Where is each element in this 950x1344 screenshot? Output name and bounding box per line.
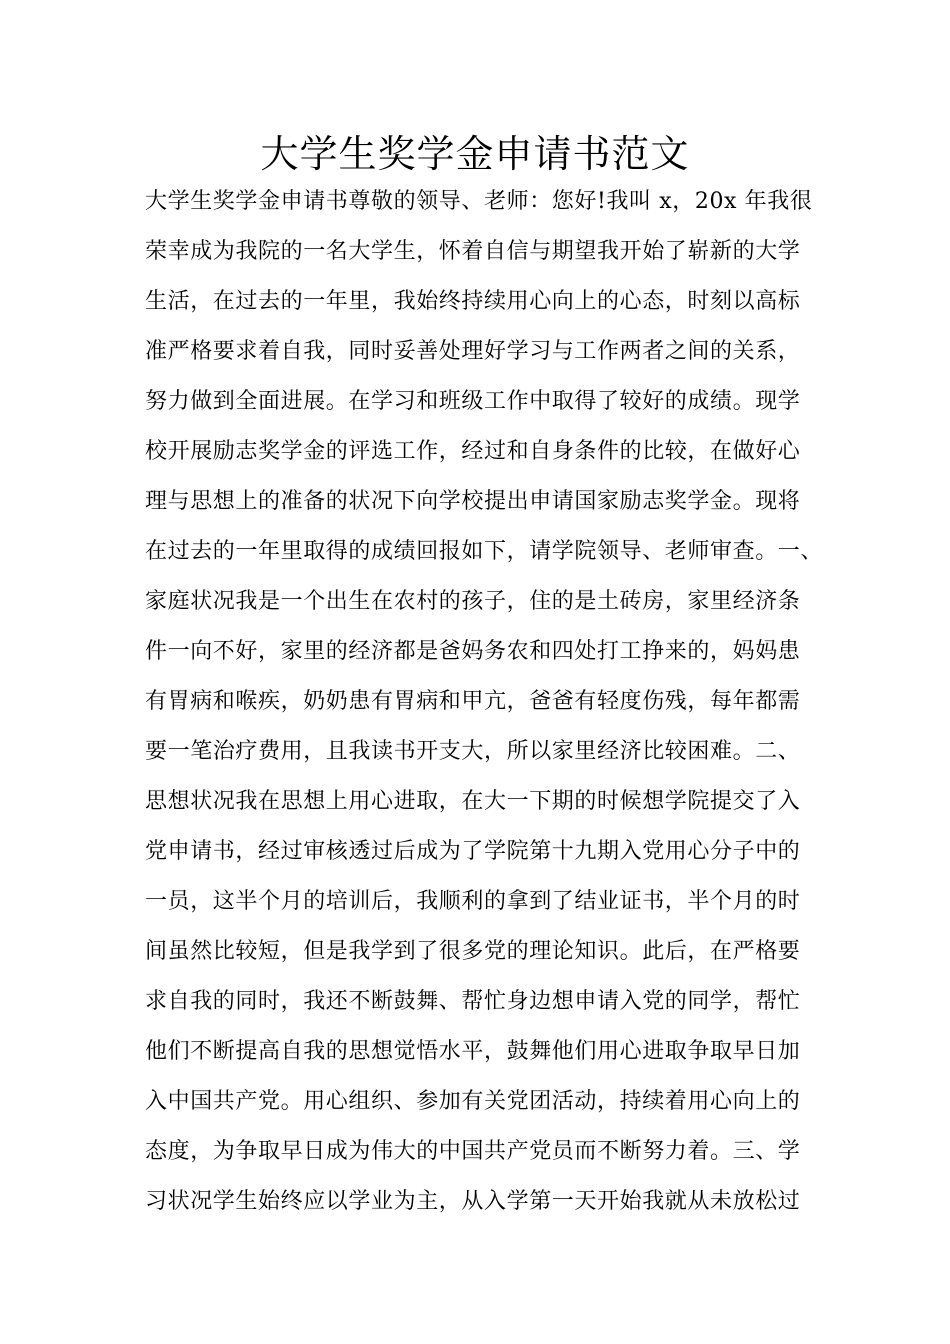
body-line: 校开展励志奖学金的评选工作，经过和自身条件的比较，在做好心: [145, 439, 801, 464]
body-line: 家庭状况我是一个出生在农村的孩子，住的是土砖房，家里经济条: [145, 589, 801, 614]
document-title: 大学生奖学金申请书范文: [260, 132, 690, 176]
body-line: 党申请书，经过审核透过后成为了学院第十九期入党用心分子中的: [145, 839, 801, 864]
body-line: 间虽然比较短，但是我学到了很多党的理论知识。此后，在严格要: [145, 939, 801, 964]
body-line: 态度，为争取早日成为伟大的中国共产党员而不断努力着。三、学: [145, 1139, 801, 1164]
body-line: 件一向不好，家里的经济都是爸妈务农和四处打工挣来的，妈妈患: [145, 639, 801, 664]
body-line: 生活，在过去的一年里，我始终持续用心向上的心态，时刻以高标: [145, 289, 801, 314]
body-line: 在过去的一年里取得的成绩回报如下，请学院领导、老师审查。一、: [145, 539, 824, 564]
body-line: 荣幸成为我院的一名大学生，怀着自信与期望我开始了崭新的大学: [145, 239, 801, 264]
body-line: 入中国共产党。用心组织、参加有关党团活动，持续着用心向上的: [145, 1089, 801, 1114]
body-line: 一员，这半个月的培训后，我顺利的拿到了结业证书，半个月的时: [145, 889, 801, 914]
body-line: 思想状况我在思想上用心进取，在大一下期的时候想学院提交了入: [145, 789, 801, 814]
body-line: 有胃病和喉疾，奶奶患有胃病和甲亢，爸爸有轻度伤残，每年都需: [145, 689, 801, 714]
body-line: 要一笔治疗费用，且我读书开支大，所以家里经济比较困难。二、: [145, 739, 801, 764]
body-line: 努力做到全面进展。在学习和班级工作中取得了较好的成绩。现学: [145, 389, 801, 414]
body-line: 他们不断提高自我的思想觉悟水平，鼓舞他们用心进取争取早日加: [145, 1039, 801, 1064]
body-line: 习状况学生始终应以学业为主，从入学第一天开始我就从未放松过: [145, 1189, 801, 1214]
body-line: 准严格要求着自我，同时妥善处理好学习与工作两者之间的关系，: [145, 339, 801, 364]
body-line: 理与思想上的准备的状况下向学校提出申请国家励志奖学金。现将: [145, 489, 801, 514]
body-line: 求自我的同时，我还不断鼓舞、帮忙身边想申请入党的同学，帮忙: [145, 989, 801, 1014]
document-body: [145, 177, 825, 1227]
body-line: 大学生奖学金申请书尊敬的领导、老师：您好!我叫 x，20x 年我很: [145, 189, 813, 214]
